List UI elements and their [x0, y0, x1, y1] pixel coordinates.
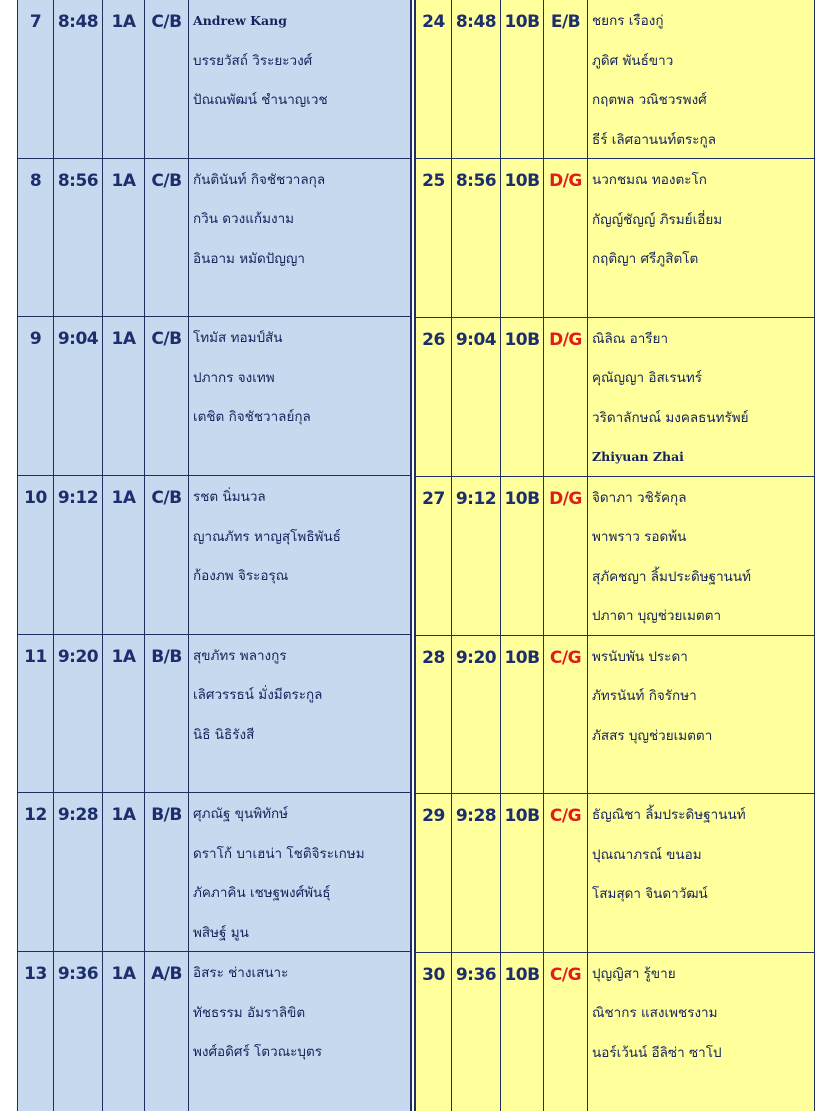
player-list	[588, 318, 814, 476]
player-name: พรนับพัน ประดา	[592, 648, 688, 665]
group-row	[416, 953, 815, 1112]
player-name: อินอาม หมัดปัญญา	[193, 250, 305, 267]
tee-time: 8:48	[452, 0, 501, 158]
player-name: พสิษฐ์ มูน	[193, 924, 249, 941]
player-list	[588, 477, 814, 635]
player-name: ภัสสร บุญช่วยเมตตา	[592, 727, 713, 744]
group-number: 29	[416, 794, 452, 952]
tee-time: 9:12	[54, 476, 103, 634]
player-name: นอร์เว้นน์ อีลิซ่า ซาโป	[592, 1044, 722, 1061]
tee-start: 10B	[501, 159, 544, 317]
group-row	[17, 952, 410, 1111]
player-name: ญาณภัทร หาญสุโพธิพันธ์	[193, 528, 341, 545]
tee-time: 9:28	[54, 793, 103, 951]
player-name: กันตินันท์ กิจชัชวาลกุล	[193, 171, 326, 188]
player-name: จิดาภา วชิรัคกุล	[592, 489, 687, 506]
player-list	[189, 159, 410, 317]
tee-start: 10B	[501, 953, 544, 1112]
player-list	[588, 636, 814, 794]
tee-time: 8:56	[54, 159, 103, 317]
tee-start: 1A	[103, 476, 145, 634]
tee-10b-column	[416, 0, 815, 1111]
group-number: 9	[18, 317, 54, 475]
player-name: ปัณณพัฒน์ ชำนาญเวช	[193, 92, 328, 108]
player-name: คุณัญญา อิสเรนทร์	[592, 370, 703, 386]
player-list	[588, 159, 814, 317]
player-name: กัญญ์ชัญญ์ ภิรมย์เอี่ยม	[592, 211, 723, 228]
player-name: กฤตพล วณิชวรพงศ์	[592, 92, 707, 108]
tee-start: 10B	[501, 636, 544, 794]
player-name: กฤติญา ศรีภูสิตโต	[592, 251, 699, 267]
group-number: 13	[18, 952, 54, 1111]
category-code: C/B	[145, 476, 189, 634]
group-number: 7	[18, 0, 54, 158]
player-name: ภัทรนันท์ กิจรักษา	[592, 688, 697, 704]
group-number: 30	[416, 953, 452, 1112]
group-row	[416, 477, 815, 636]
player-name: อิสระ ช่างเสนาะ	[193, 965, 289, 982]
player-name: ภัคภาคิน เชษฐพงศ์พันธุ์	[193, 885, 331, 902]
player-name: ธัญณิชา ลิ้มประดิษฐานนท์	[592, 807, 746, 823]
tee-start: 1A	[103, 317, 145, 475]
player-list	[588, 953, 814, 1112]
category-code: C/B	[145, 0, 189, 158]
player-name: ณิลิณ อารียา	[592, 330, 669, 347]
tee-start: 1A	[103, 952, 145, 1111]
player-name: ภูดิศ พันธ์ขาว	[592, 52, 674, 69]
player-name: โทมัส ทอมป์สัน	[193, 330, 283, 347]
player-name: ปภากร จงเทพ	[193, 369, 275, 386]
player-list	[189, 317, 410, 475]
category-code: C/G	[544, 794, 588, 952]
player-name: สุภัคชญา ลิ้มประดิษฐานนท์	[592, 568, 752, 585]
category-code: C/B	[145, 159, 189, 317]
group-number: 26	[416, 318, 452, 476]
player-name: รชต นิ่มนวล	[193, 489, 266, 506]
tee-time: 8:56	[452, 159, 501, 317]
category-code: C/B	[145, 317, 189, 475]
player-name: ดราโก้ บาเฮน่า โชติจิระเกษม	[193, 845, 365, 862]
player-name: Andrew Kang	[193, 13, 287, 28]
tee-start: 10B	[501, 794, 544, 952]
player-name: ศุภณัฐ ขุนพิทักษ์	[193, 806, 289, 823]
tee-start: 1A	[103, 0, 145, 158]
group-row	[416, 636, 815, 795]
player-name: ปภาดา บุญช่วยเมตตา	[592, 608, 722, 624]
category-code: C/G	[544, 953, 588, 1112]
group-number: 28	[416, 636, 452, 794]
player-list	[189, 0, 410, 158]
category-code: D/G	[544, 159, 588, 317]
category-code: D/G	[544, 318, 588, 476]
group-row	[17, 0, 410, 159]
player-name: โสมสุดา จินดาวัฒน์	[592, 886, 708, 902]
tee-time-sheet	[17, 0, 815, 1111]
group-number: 8	[18, 159, 54, 317]
category-code: B/B	[145, 635, 189, 793]
category-code: E/B	[544, 0, 588, 158]
tee-time: 8:48	[54, 0, 103, 158]
group-number: 10	[18, 476, 54, 634]
group-number: 11	[18, 635, 54, 793]
player-list	[588, 0, 814, 158]
tee-start: 10B	[501, 0, 544, 158]
group-number: 27	[416, 477, 452, 635]
tee-time: 9:36	[54, 952, 103, 1111]
tee-time: 9:28	[452, 794, 501, 952]
player-list	[189, 635, 410, 793]
category-code: A/B	[145, 952, 189, 1111]
tee-time: 9:36	[452, 953, 501, 1112]
tee-start: 10B	[501, 477, 544, 635]
player-name: ปุณณาภรณ์ ขนอม	[592, 846, 702, 863]
player-list	[189, 793, 410, 951]
player-name: กวิน ดวงแก้มงาม	[193, 211, 295, 228]
group-row	[416, 318, 815, 477]
player-list	[189, 476, 410, 634]
group-row	[17, 793, 410, 952]
player-name: ทัชธรรม อัมราลิขิต	[193, 1004, 306, 1021]
group-row	[416, 159, 815, 318]
group-row	[416, 794, 815, 953]
group-number: 24	[416, 0, 452, 158]
player-name: ชยกร เรืองกู่	[592, 13, 664, 29]
player-name: ณิชากร แสงเพชรงาม	[592, 1005, 718, 1021]
group-row	[17, 635, 410, 794]
tee-start: 1A	[103, 635, 145, 793]
player-name: วริดาลักษณ์ มงคลธนทรัพย์	[592, 409, 749, 426]
player-list	[588, 794, 814, 952]
tee-time: 9:20	[54, 635, 103, 793]
player-name: ก้องภพ จิระอรุณ	[193, 568, 289, 585]
player-name: เตชิต กิจชัชวาลย์กุล	[193, 409, 311, 426]
tee-start: 1A	[103, 159, 145, 317]
category-code: B/B	[145, 793, 189, 951]
tee-time: 9:04	[54, 317, 103, 475]
group-number: 12	[18, 793, 54, 951]
player-name: เลิศวรรธน์ มั่งมีตระกูล	[193, 687, 323, 704]
group-number: 25	[416, 159, 452, 317]
player-name: สุขภัทร พลางกูร	[193, 647, 287, 664]
player-name: บรรยวัสถ์ วิระยะวงศ์	[193, 52, 313, 69]
category-code: C/G	[544, 636, 588, 794]
player-name: ธีร์ เลิศอานนท์ตระกูล	[592, 131, 716, 148]
tee-time: 9:04	[452, 318, 501, 476]
player-name: พาพราว รอดพ้น	[592, 529, 687, 545]
tee-start: 1A	[103, 793, 145, 951]
player-list	[189, 952, 410, 1111]
tee-1a-column	[17, 0, 410, 1111]
tee-start: 10B	[501, 318, 544, 476]
tee-time: 9:20	[452, 636, 501, 794]
group-row	[416, 0, 815, 159]
player-name: นิธิ นิธิรังสี	[193, 726, 255, 743]
player-name: พงศ์อดิศร์ โตวณะบุตร	[193, 1044, 323, 1061]
group-row	[17, 159, 410, 318]
player-name: Zhiyuan Zhai	[592, 449, 684, 464]
player-name: นวกชมณ ทองตะโก	[592, 172, 707, 188]
group-row	[17, 476, 410, 635]
category-code: D/G	[544, 477, 588, 635]
group-row	[17, 317, 410, 476]
tee-time: 9:12	[452, 477, 501, 635]
player-name: ปุญญิสา รู้ขาย	[592, 965, 676, 982]
